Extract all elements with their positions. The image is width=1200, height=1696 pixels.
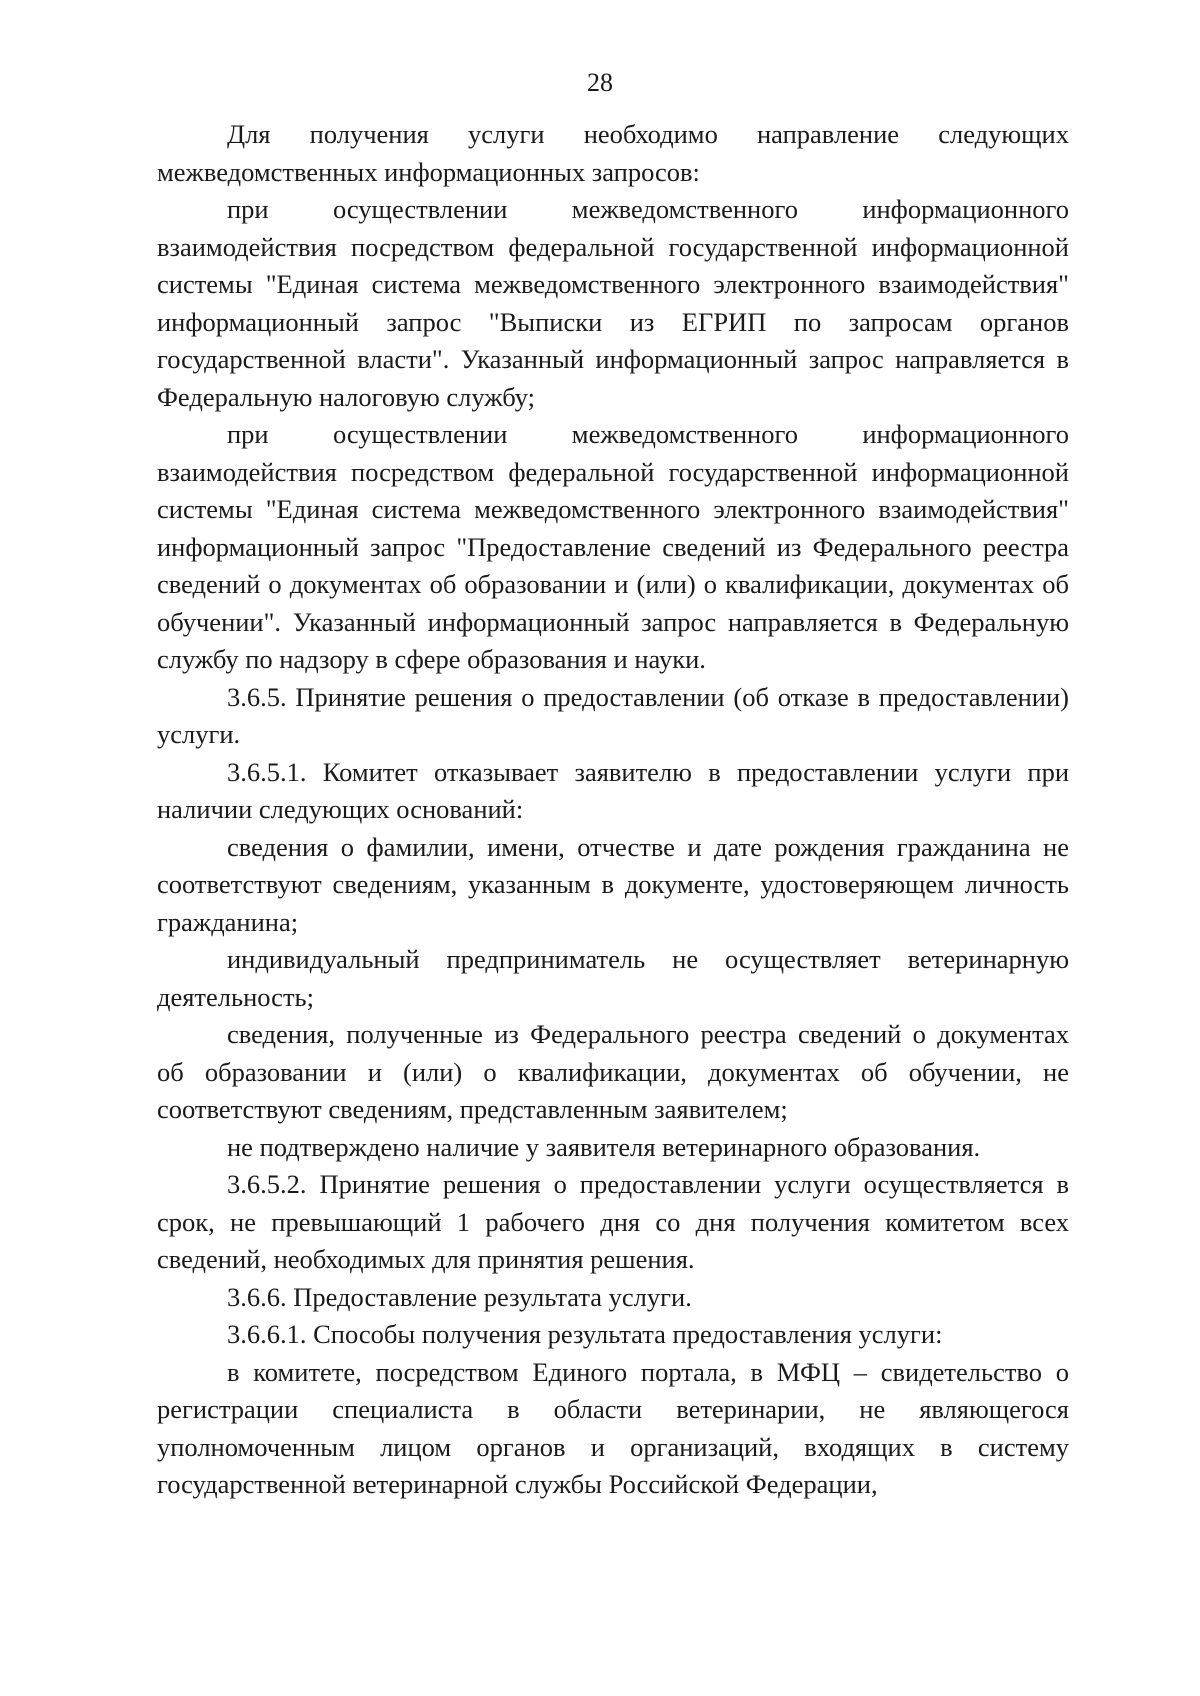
paragraph-section-3-6-6-1: 3.6.6.1. Способы получения результата предоставления услуги: [227, 1319, 943, 1349]
paragraph-egrip-request: при осуществлении межведомственного информационного взаимодействия посредством федеральной государственной информационной системы "Единая система межведомственного электронного взаимодействия" информационный запрос "Выписки из ЕГРИП по запросам органов государственной власти". Указанный информационный запрос направляется в Федеральную налоговую службу; [157, 194, 1069, 412]
paragraph-section-3-6-5-2: 3.6.5.2. Принятие решения о предоставлении услуги осуществляется в срок, не превышающий 1 рабочего дня со дня получения комитетом всех сведений, необходимых для принятия решения. [157, 1169, 1069, 1274]
paragraph-requests-intro: Для получения услуги необходимо направление следующих межведомственных информационных запросов: [157, 119, 1069, 187]
paragraph-section-3-6-6: 3.6.6. Предоставление результата услуги. [227, 1281, 692, 1312]
paragraph-education-request: при осуществлении межведомственного информационного взаимодействия посредством федеральной государственной информационной системы "Единая система межведомственного электронного взаимодействия" информационный запрос "Предоставление сведений из Федерального реестра сведений о документах об образовании и (или) о квалификации, документах об обучении". Указанный информационный запрос направляется в Федеральную службу по надзору в сфере образования и науки. [157, 419, 1069, 674]
paragraph-refusal-reason-1: сведения о фамилии, имени, отчестве и дате рождения гражданина не соответствуют сведениям, указанным в документе, удостоверяющем личность гражданина; [157, 831, 1069, 937]
page-number: 28 [587, 68, 613, 97]
paragraph-refusal-reason-4: не подтверждено наличие у заявителя ветеринарного образования. [227, 1131, 981, 1162]
paragraph-section-3-6-5: 3.6.5. Принятие решения о предоставлении (об отказе в предоставлении) услуги. [157, 681, 1069, 749]
paragraph-refusal-reason-2: индивидуальный предприниматель не осуществляет ветеринарную деятельность; [157, 944, 1069, 1012]
paragraph-refusal-reason-3: сведения, полученные из Федерального реестра сведений о документах об образовании и (или) о квалификации, документах об обучении, не соответствуют сведениям, представленным заявителем; [157, 1019, 1069, 1124]
document-body [157, 116, 1069, 1504]
paragraph-result-methods: в комитете, посредством Единого портала, в МФЦ – свидетельство о регистрации специалиста в области ветеринарии, не являющегося уполномоченным лицом органов и организаций, входящих в систему государственной ветеринарной службы Российской Федерации, [157, 1356, 1069, 1499]
paragraph-section-3-6-5-1: 3.6.5.1. Комитет отказывает заявителю в предоставлении услуги при наличии следующих оснований: [157, 756, 1069, 824]
